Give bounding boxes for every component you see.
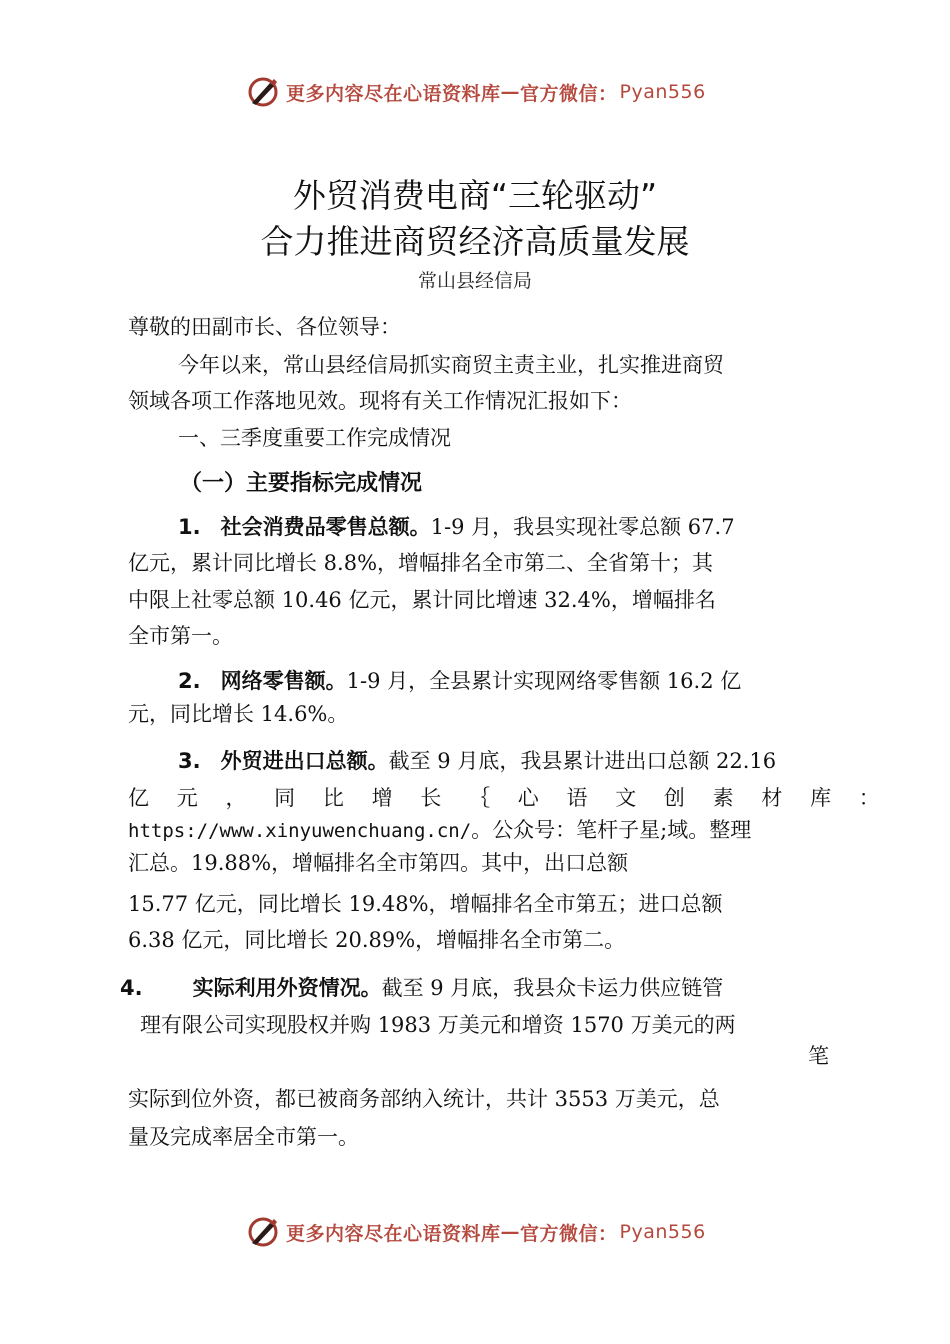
footer-banner — [246, 1212, 706, 1252]
item-4-number: 4. — [120, 976, 143, 1000]
banner-wechat-id: Pyan556 — [619, 81, 706, 103]
item-4-line-2b: 笔 — [808, 1044, 829, 1068]
char: 比 — [322, 786, 344, 810]
char: ｛ — [469, 786, 491, 810]
item-4-title: 实际利用外资情况。 — [192, 976, 382, 1000]
item-1-number: 1. — [178, 515, 201, 539]
item-1-line-2: 亿元，累计同比增长 8.8%，增幅排名全市第二、全省第十；其 — [128, 551, 714, 575]
title-line-1: 外贸消费电商“三轮驱动” — [292, 176, 658, 215]
title-line-2: 合力推进商贸经济高质量发展 — [260, 222, 690, 261]
char: ： — [858, 786, 880, 810]
item-3-line-5: 15.77 亿元，同比增长 19.48%，增幅排名全市第五；进口总额 — [128, 892, 723, 916]
char: 库 — [810, 786, 832, 810]
section-heading-1: 一、三季度重要工作完成情况 — [178, 426, 451, 450]
item-3-line-3 — [128, 815, 873, 846]
item-1-title: 社会消费品零售总额。 — [220, 515, 431, 539]
banner-dash: — — [500, 1221, 521, 1243]
item-3-text-1: 截至 9 月底，我县累计进出口总额 22.16 — [388, 749, 777, 773]
subsection-heading-1: （一）主要指标完成情况 — [180, 471, 423, 496]
pen-logo-icon — [246, 1215, 280, 1249]
item-3-line-2 — [128, 783, 880, 813]
item-1-line-3: 中限上社零总额 10.46 亿元，累计同比增速 32.4%，增幅排名 — [128, 588, 716, 612]
author: 常山县经信局 — [417, 270, 532, 292]
source-link[interactable]: https://www.xinyuwenchuang.cn/ — [128, 820, 472, 842]
banner-dash: — — [500, 81, 521, 103]
item-3-number: 3. — [178, 749, 201, 773]
item-3-title: 外贸进出口总额。 — [220, 749, 389, 773]
banner-wechat-id: Pyan556 — [619, 1221, 706, 1243]
item-3-line-6: 6.38 亿元，同比增长 20.89%，增幅排名全市第二。 — [128, 928, 626, 952]
char: 文 — [615, 786, 637, 810]
banner-text: 更多内容尽在心语资料库 — [286, 82, 501, 105]
item-2-line-2: 元，同比增长 14.6%。 — [128, 702, 349, 726]
char: 创 — [663, 786, 685, 810]
item-1-line-1 — [178, 512, 883, 542]
item-3-text-3: 。公众号：笔杆子星;域。整理 — [471, 818, 752, 842]
char: 增 — [371, 786, 393, 810]
banner-label: 官方微信： — [520, 82, 618, 105]
header-banner — [246, 72, 706, 112]
item-3-line-1 — [178, 746, 883, 776]
item-1-line-4: 全市第一。 — [128, 624, 233, 648]
char: 材 — [761, 786, 783, 810]
item-2-line-1 — [178, 666, 883, 696]
char: 语 — [566, 786, 588, 810]
intro-line-1: 今年以来，常山县经信局抓实商贸主责主业，扎实推进商贸 — [178, 353, 724, 377]
item-3-line-4: 汇总。19.88%，增幅排名全市第四。其中，出口总额 — [128, 851, 629, 875]
item-2-number: 2. — [178, 669, 201, 693]
banner-label: 官方微信： — [520, 1222, 618, 1245]
intro-line-2: 领域各项工作落地见效。现将有关工作情况汇报如下： — [128, 389, 632, 413]
item-1-text-1: 1-9 月，我县实现社零总额 67.7 — [430, 515, 735, 539]
item-2-text-1: 1-9 月，全县累计实现网络零售额 16.2 亿 — [346, 669, 742, 693]
pen-logo-icon — [246, 75, 280, 109]
item-4-line-3: 实际到位外资，都已被商务部纳入统计，共计 3553 万美元，总 — [128, 1087, 720, 1111]
char: 心 — [517, 786, 539, 810]
char: 同 — [274, 786, 296, 810]
salutation: 尊敬的田副市长、各位领导： — [128, 315, 401, 339]
item-2-title: 网络零售额。 — [220, 669, 347, 693]
char: 长 — [420, 786, 442, 810]
char: 素 — [712, 786, 734, 810]
item-4-line-4: 量及完成率居全市第一。 — [128, 1125, 359, 1149]
char: 亿 — [128, 786, 149, 810]
item-4-line-1 — [120, 973, 832, 1003]
char: 元 — [176, 786, 198, 810]
char: ， — [225, 786, 247, 810]
item-4-line-2: 理有限公司实现股权并购 1983 万美元和增资 1570 万美元的两 — [140, 1013, 736, 1037]
banner-text: 更多内容尽在心语资料库 — [286, 1222, 501, 1245]
item-4-text-1: 截至 9 月底，我县众卡运力供应链管 — [381, 976, 724, 1000]
